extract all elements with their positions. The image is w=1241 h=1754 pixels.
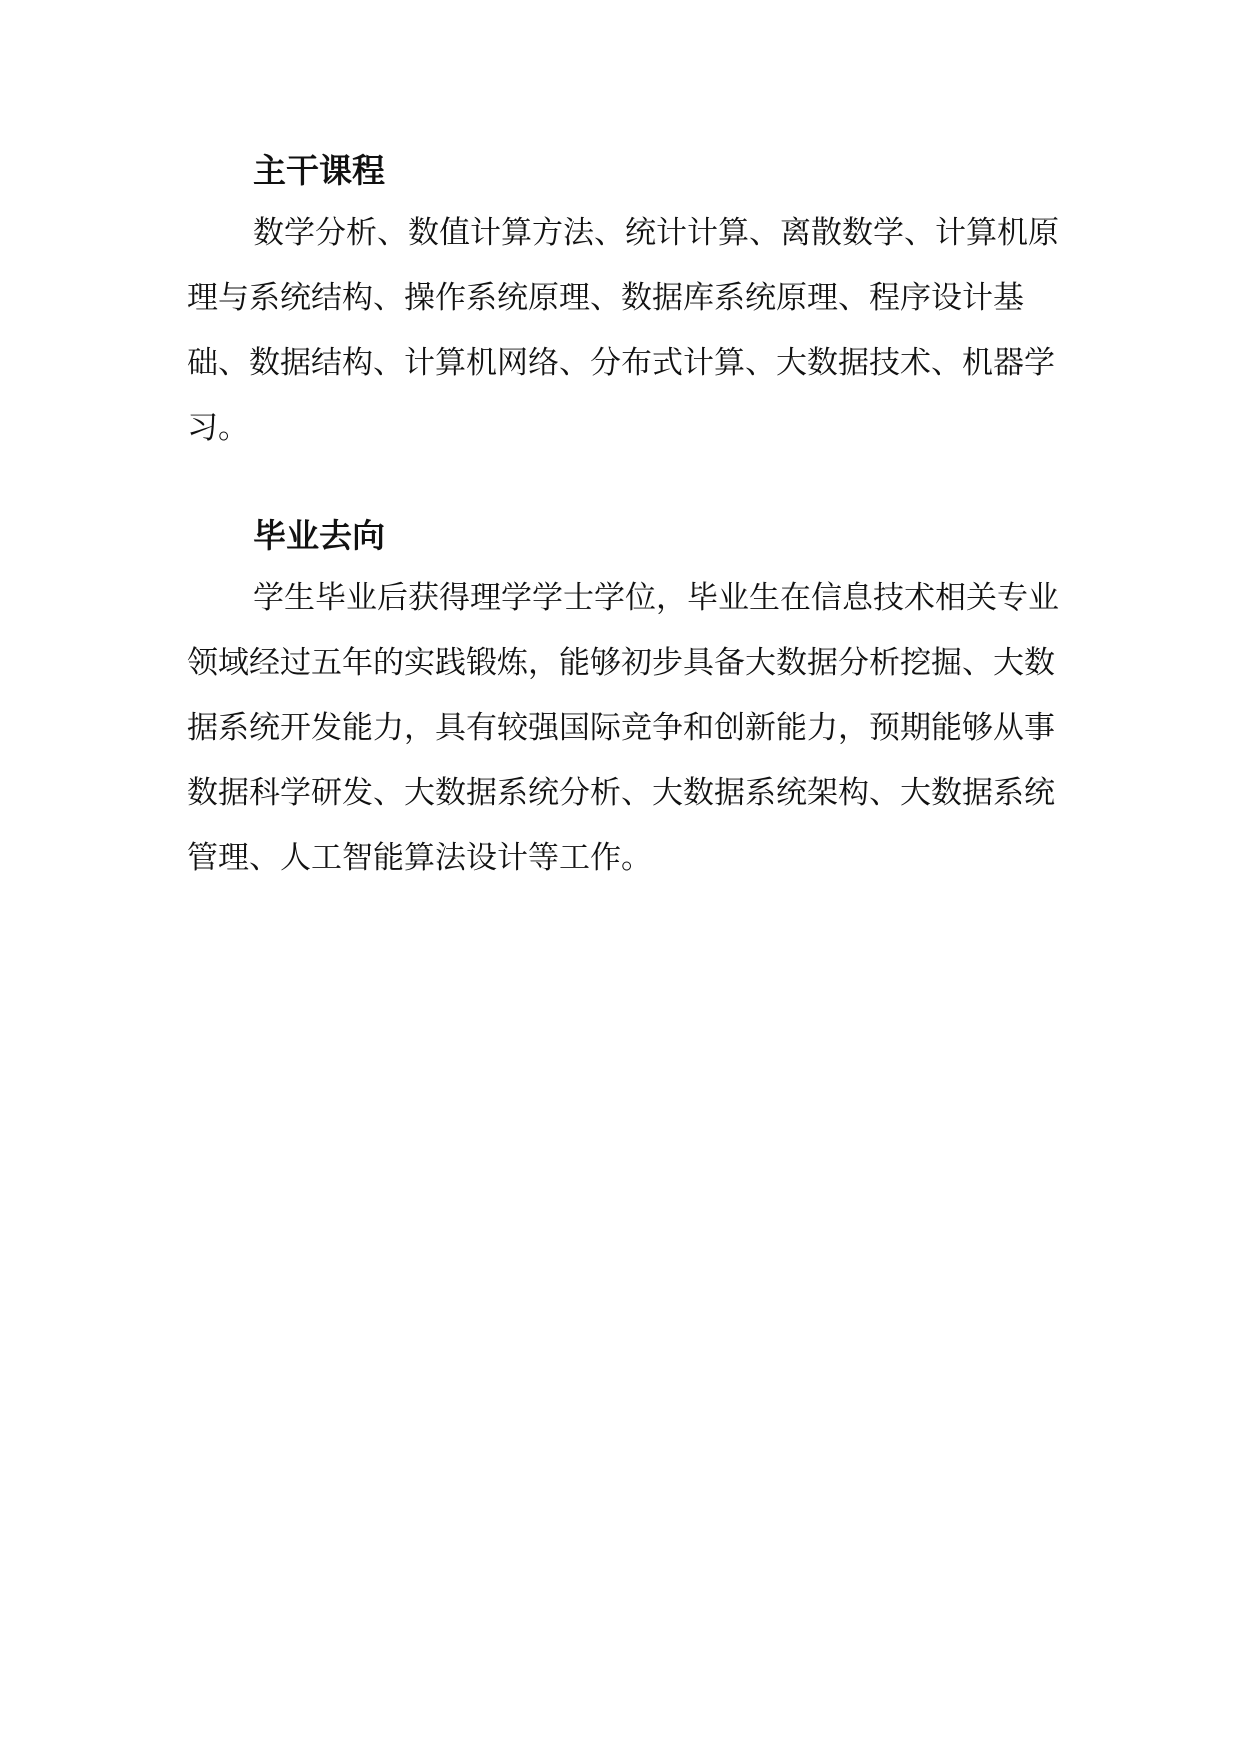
section-heading-main-courses: 主干课程 — [253, 151, 385, 190]
section-paragraph-graduation-direction: 学生毕业后获得理学学士学位，毕业生在信息技术相关专业领域经过五年的实践锻炼，能够初步具备大数据分析挖掘、大数据系统开发能力，具有较强国际竞争和创新能力，预期能够从事数据科学研发、大数据系统分析、大数据系统架构、大数据系统管理、人工智能算法设计等工作。 — [187, 580, 1059, 876]
section-graduation-direction — [187, 515, 1067, 891]
section-paragraph-main-courses: 数学分析、数值计算方法、统计计算、离散数学、计算机原理与系统结构、操作系统原理、数据库系统原理、程序设计基础、数据结构、计算机网络、分布式计算、大数据技术、机器学习。 — [187, 215, 1059, 446]
section-heading-graduation-direction: 毕业去向 — [253, 516, 385, 555]
section-main-courses — [187, 150, 1067, 461]
document-content — [187, 150, 1067, 891]
